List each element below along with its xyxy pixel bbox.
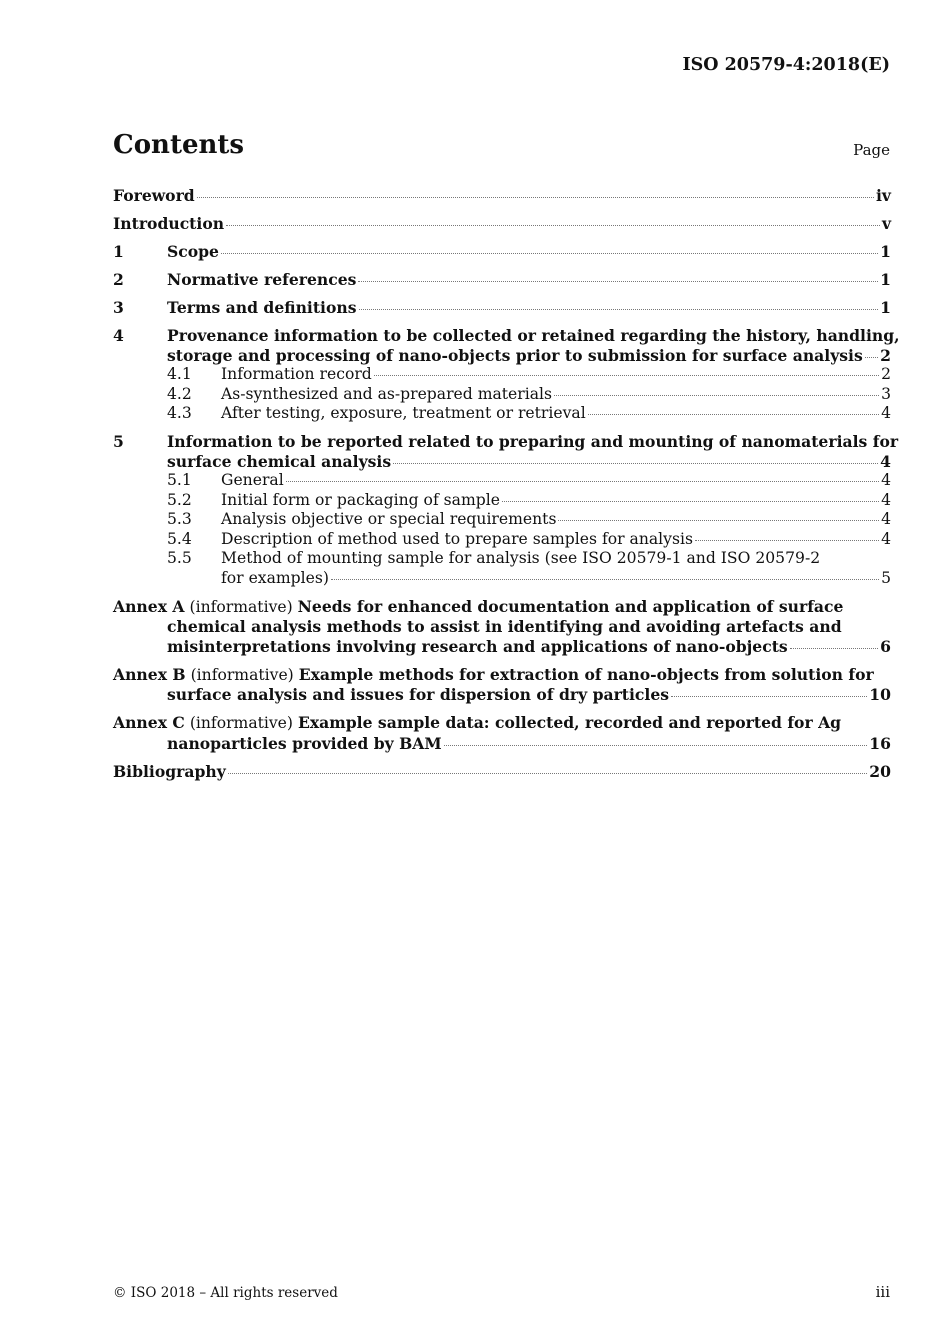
dot-leader	[221, 253, 878, 254]
page-title: Contents	[113, 130, 245, 160]
dot-leader	[554, 395, 879, 396]
toc-number: 4	[113, 326, 124, 345]
toc-page: 6	[880, 636, 891, 656]
toc-page: 5	[881, 568, 891, 587]
dot-leader	[374, 375, 879, 376]
toc-annex-c[interactable]	[113, 713, 891, 753]
toc-annex-a[interactable]	[113, 597, 891, 657]
toc-page: iv	[876, 186, 891, 205]
dot-leader	[359, 309, 879, 310]
toc-number: 1	[113, 242, 124, 261]
toc-page: 10	[869, 685, 891, 704]
toc-title: Example sample data: collected, recorded and reported for Ag	[297, 713, 842, 732]
toc-page: 4	[881, 529, 891, 548]
toc-bibliography[interactable]	[113, 762, 891, 782]
toc-page: 3	[881, 384, 891, 403]
toc-title: General	[221, 471, 284, 489]
annex-label: Annex B	[113, 664, 186, 684]
dot-leader	[502, 501, 879, 502]
toc-page: 4	[881, 490, 891, 509]
toc-subsection-4-2[interactable]	[167, 385, 891, 405]
toc-section-2[interactable]	[113, 270, 891, 290]
toc-number: 4.1	[167, 365, 192, 383]
annex-type: (informative)	[189, 714, 293, 732]
dot-leader	[228, 773, 868, 774]
annex-type: (informative)	[190, 665, 294, 684]
toc-title-continued: for examples)	[221, 568, 329, 587]
copyright-notice: © ISO 2018 – All rights reserved	[113, 1285, 338, 1301]
toc-title: Bibliography	[113, 761, 226, 781]
toc-number: 3	[113, 298, 124, 317]
toc-page: 4	[881, 404, 891, 422]
dot-leader	[331, 579, 879, 580]
toc-title: As-synthesized and as-prepared materials	[221, 384, 553, 403]
page-column-label: Page	[853, 141, 890, 159]
toc-section-4[interactable]	[113, 326, 900, 424]
toc-title-continued: surface chemical analysis	[167, 451, 392, 471]
toc-number: 5.3	[167, 510, 192, 528]
toc-title: Initial form or packaging of sample	[221, 490, 500, 509]
toc-title-continued: surface analysis and issues for dispersion of dry particles	[167, 685, 670, 704]
toc-annex-b[interactable]	[113, 665, 891, 705]
toc-section-3[interactable]	[113, 298, 891, 318]
document-id: ISO 20579-4:2018(E)	[682, 55, 890, 75]
toc-title: Foreword	[113, 186, 195, 205]
toc-title-continued: nanoparticles provided by BAM	[167, 733, 442, 753]
toc-subsection-5-4[interactable]	[167, 530, 891, 550]
toc-title: Description of method used to prepare samples for analysis	[221, 529, 693, 548]
toc-title: Provenance information to be collected or retained regarding the history, handling,	[167, 326, 900, 345]
toc-title: Analysis objective or special requirements	[221, 510, 557, 528]
toc-page: 1	[880, 270, 891, 289]
toc-title: Information to be reported related to preparing and mounting of nanomaterials for	[167, 432, 899, 451]
toc-page: v	[881, 214, 891, 233]
toc-number: 4.3	[167, 404, 192, 422]
toc-title-continued: storage and processing of nano-objects prior to submission for surface analysis	[167, 345, 863, 365]
toc-title: Information record	[221, 365, 372, 383]
toc-number: 5.4	[167, 529, 192, 548]
page-number: iii	[875, 1283, 890, 1301]
toc-section-1[interactable]	[113, 242, 891, 262]
toc-title-continued: chemical analysis methods to assist in identifying and avoiding artefacts and	[167, 617, 842, 636]
toc-page: 1	[880, 298, 891, 317]
toc-page: 1	[880, 242, 891, 261]
toc-page: 2	[881, 365, 891, 383]
toc-subsection-5-5[interactable]	[167, 549, 891, 569]
toc-page: 20	[869, 761, 891, 781]
annex-label: Annex C	[113, 713, 185, 732]
dot-leader	[558, 520, 879, 521]
dot-leader	[286, 481, 879, 482]
toc-title: Method of mounting sample for analysis (see ISO 20579-1 and ISO 20579-2	[221, 549, 821, 567]
toc-section-5[interactable]	[113, 432, 899, 588]
toc-page: 2	[880, 345, 891, 365]
dot-leader	[444, 745, 868, 746]
toc-title: Introduction	[113, 214, 225, 233]
dot-leader	[790, 648, 878, 649]
toc-page: 4	[881, 510, 891, 528]
dot-leader	[226, 225, 880, 226]
toc-foreword[interactable]	[113, 186, 891, 206]
toc-subsection-5-1[interactable]	[167, 471, 891, 491]
toc-subsection-4-3[interactable]	[167, 404, 891, 424]
toc-introduction[interactable]	[113, 214, 891, 234]
dot-leader	[865, 357, 878, 358]
toc-number: 5	[113, 432, 124, 451]
dot-leader	[393, 463, 878, 464]
toc-number: 5.5	[167, 549, 192, 567]
dot-leader	[588, 414, 879, 415]
toc-title: After testing, exposure, treatment or retrieval	[221, 404, 586, 422]
dot-leader	[671, 696, 867, 697]
toc-number: 5.1	[167, 471, 192, 489]
annex-label: Annex A	[113, 596, 185, 616]
toc-number: 2	[113, 270, 124, 289]
dot-leader	[197, 197, 874, 198]
toc-title: Normative references	[167, 270, 357, 289]
toc-title: Scope	[167, 242, 219, 261]
toc-page: 4	[880, 451, 891, 471]
toc-subsection-5-3[interactable]	[167, 510, 891, 530]
toc-number: 5.2	[167, 490, 192, 509]
annex-type: (informative)	[189, 597, 293, 616]
toc-page: 4	[881, 471, 891, 489]
dot-leader	[695, 540, 879, 541]
toc-subsection-5-2[interactable]	[167, 491, 891, 511]
toc-title: Needs for enhanced documentation and application of surface	[297, 596, 844, 616]
toc-title: Example methods for extraction of nano-objects from solution for	[298, 664, 874, 684]
toc-title-continued: misinterpretations involving research and applications of nano-objects	[167, 636, 788, 656]
toc-subsection-4-1[interactable]	[167, 365, 891, 385]
toc-page: 16	[869, 733, 891, 753]
dot-leader	[358, 281, 878, 282]
toc-title: Terms and definitions	[167, 298, 357, 317]
toc-number: 4.2	[167, 384, 192, 403]
table-of-contents	[113, 186, 900, 790]
